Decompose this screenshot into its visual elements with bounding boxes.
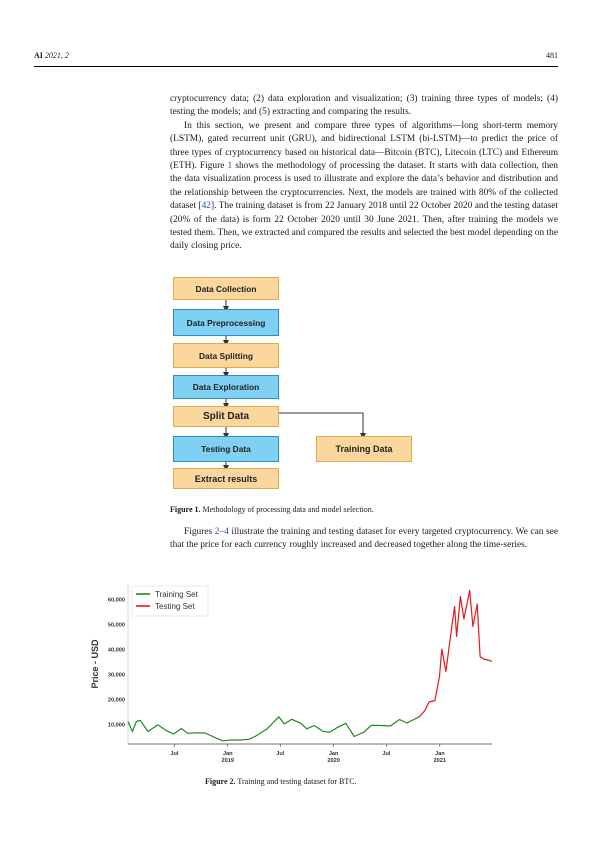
section-text-a: In this section, we present and compare three types of algorithms—long short-term memory (LSTM), gated recurrent unit (GRU), and bidirectional LSTM (bi-LSTM)—to predict the price of three types of cryptocurrency based on historical data—Bitcoin (BTC), Litecoin (LTC) and Ethereum (ETH). Figure bbox=[170, 120, 558, 172]
figures-paragraph-text bbox=[170, 526, 558, 553]
body-text-top bbox=[170, 93, 558, 254]
journal-name: AI bbox=[34, 51, 43, 60]
step-training-data: Training Data bbox=[316, 436, 412, 462]
page-number: 481 bbox=[546, 51, 558, 60]
step-split-data: Split Data bbox=[173, 406, 279, 427]
x-tick-label: Jul bbox=[276, 751, 285, 757]
section-paragraph bbox=[170, 120, 558, 254]
btc-price-chart bbox=[84, 578, 504, 768]
figures-link[interactable]: 2–4 bbox=[214, 527, 229, 537]
step-extract-results: Extract results bbox=[173, 468, 279, 489]
para2-body: illustrate the training and testing dataset for every targeted cryptocurrency. We can see that the price for each currency roughly increased and decreased together along the time-series. bbox=[170, 527, 558, 551]
figure-2-text: Training and testing dataset for BTC. bbox=[235, 777, 357, 786]
figure-1-label: Figure 1. bbox=[170, 505, 201, 514]
step-data-preprocessing: Data Preprocessing bbox=[173, 309, 279, 336]
step-data-splitting: Data Splitting bbox=[173, 343, 279, 368]
figure-2-label: Figure 2. bbox=[205, 777, 236, 786]
figure-2-caption bbox=[205, 777, 357, 786]
step-data-exploration: Data Exploration bbox=[173, 375, 279, 399]
intro-paragraph: cryptocurrency data; (2) data exploration and visualization; (3) training three types of models; (4) testing the models; and (5) extracting and comparing the results. bbox=[170, 94, 558, 118]
x-tick-label: Jul bbox=[382, 751, 391, 757]
x-tick-label: Jan bbox=[222, 751, 233, 757]
y-tick-label: 10,000 bbox=[107, 722, 125, 729]
section-text-b: shows the methodology of processing the dataset. It starts with data collection, then the data visualization process is used to illustrate and explore the data’s behavior and distribution and the relationship between the cryptocurrencies. Next, the models are trained with 80% of the collected dataset [ bbox=[170, 161, 558, 212]
y-axis-label: Price - USD bbox=[90, 639, 100, 689]
figures-paragraph bbox=[170, 526, 558, 553]
figure-1-caption bbox=[170, 505, 558, 514]
x-tick-label: Jan bbox=[328, 751, 339, 757]
figure-1-text: Methodology of processing data and model selection. bbox=[200, 505, 374, 514]
y-tick-label: 40,000 bbox=[107, 647, 125, 654]
series-line-training-set bbox=[128, 717, 419, 741]
running-header-journal bbox=[34, 51, 69, 60]
header-rule bbox=[34, 66, 558, 67]
step-testing-data: Testing Data bbox=[173, 436, 279, 462]
y-tick-label: 60,000 bbox=[107, 597, 125, 604]
journal-volume: 2021, 2 bbox=[44, 51, 69, 60]
series-line-testing-set bbox=[419, 590, 492, 717]
x-tick-year-label: 2019 bbox=[221, 758, 235, 764]
citation-link[interactable]: 42 bbox=[201, 201, 211, 212]
legend-label: Testing Set bbox=[155, 602, 195, 611]
y-tick-label: 30,000 bbox=[107, 672, 125, 679]
legend-label: Training Set bbox=[155, 590, 198, 599]
x-tick-label: Jan bbox=[434, 751, 445, 757]
figure-1-link[interactable]: 1 bbox=[227, 161, 233, 172]
para2-prefix: Figures bbox=[184, 527, 215, 537]
section-text-c: ]. The training dataset is from 22 January 2018 until 22 October 2020 and the testing dataset (20% of the data) is form 22 October 2020 until 30 June 2021. Then, after training the models we tested them. Then, we extracted and compared the results and selected the best model depending on the daily closing price. bbox=[170, 201, 558, 252]
y-tick-label: 50,000 bbox=[107, 622, 125, 629]
methodology-flowchart bbox=[170, 272, 470, 502]
step-data-collection: Data Collection bbox=[173, 277, 279, 300]
y-tick-label: 20,000 bbox=[107, 697, 125, 704]
x-tick-year-label: 2021 bbox=[433, 758, 447, 764]
x-tick-label: Jul bbox=[170, 751, 179, 757]
x-tick-year-label: 2020 bbox=[327, 758, 340, 764]
